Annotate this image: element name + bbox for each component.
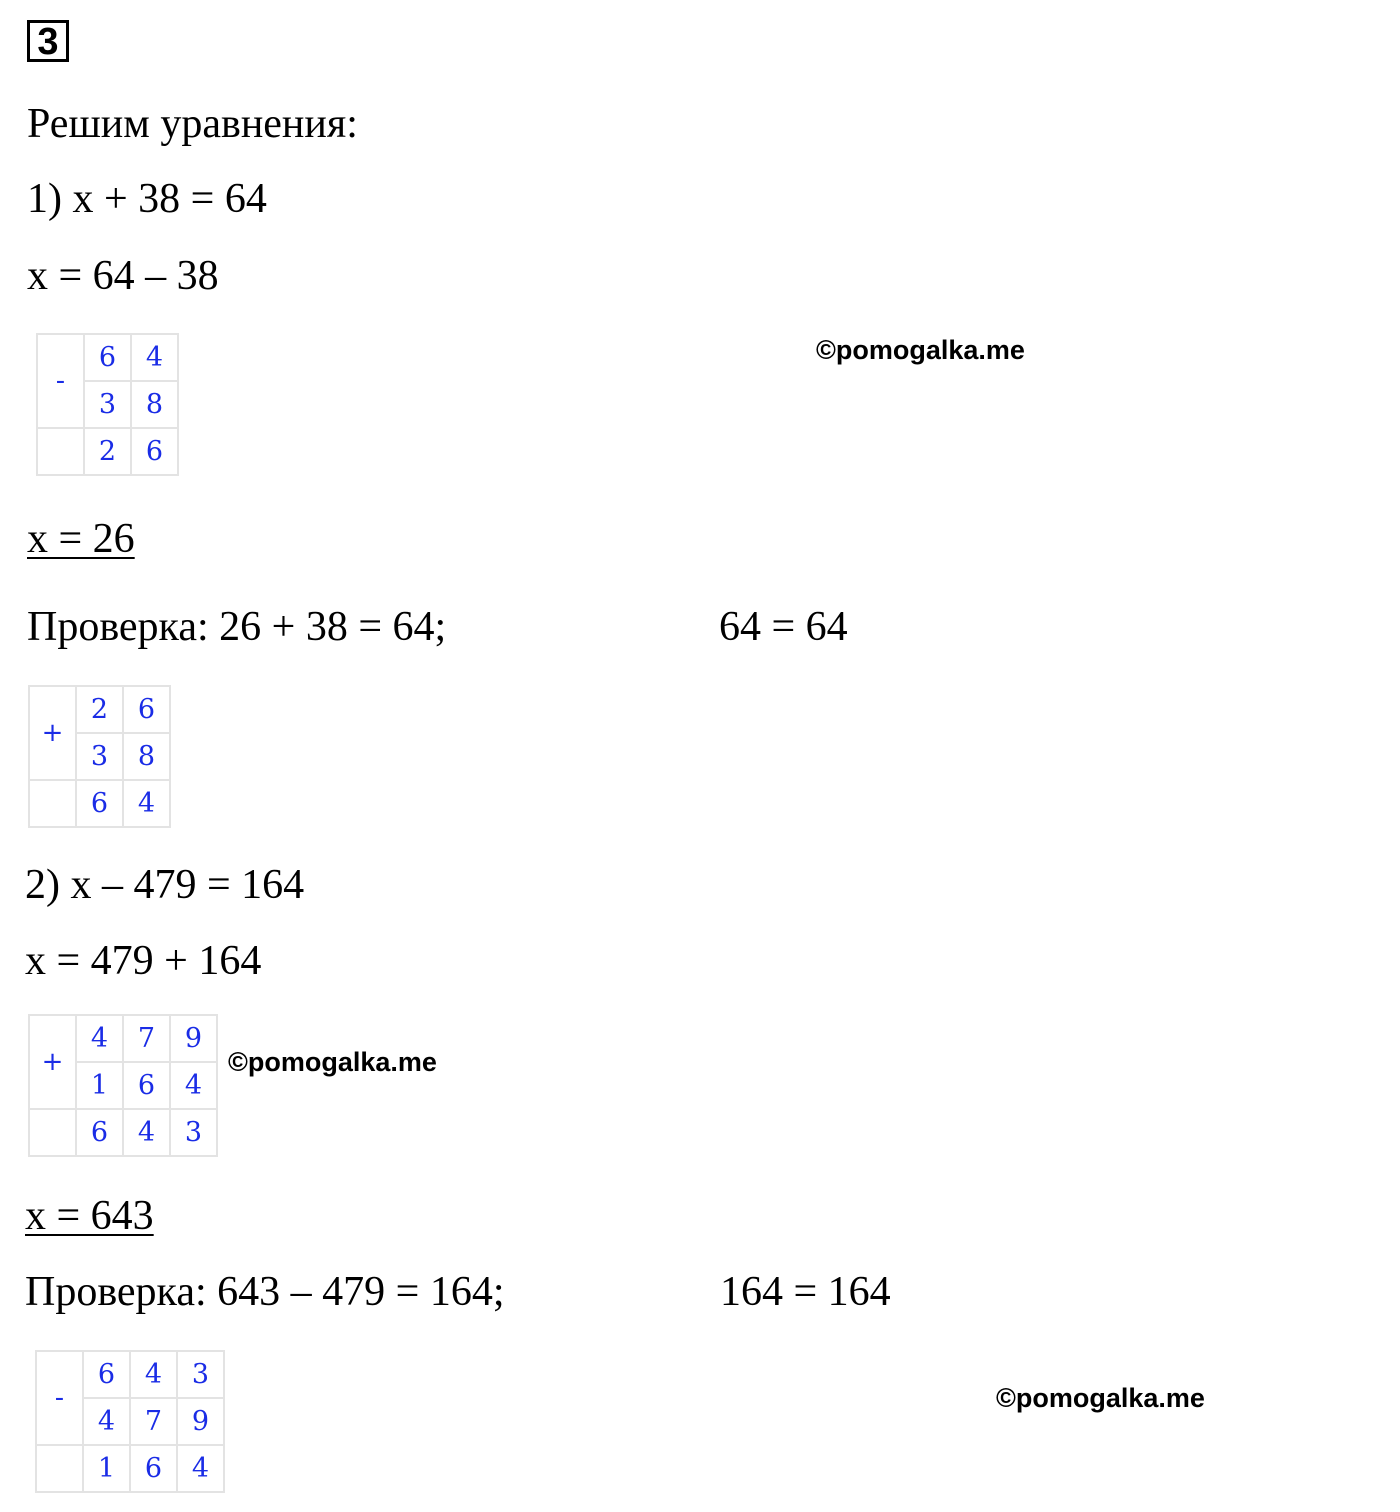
digit: 3	[177, 1351, 224, 1398]
digit: 3	[170, 1109, 217, 1156]
digit: 2	[76, 686, 123, 733]
equation-1: 1) x + 38 = 64	[27, 176, 267, 222]
column-calc-1	[36, 333, 179, 476]
watermark: ©pomogalka.me	[996, 1383, 1205, 1413]
empty-cell	[29, 780, 76, 827]
digit: 4	[177, 1445, 224, 1492]
digit: 6	[123, 1062, 170, 1109]
column-calc-2	[28, 1014, 218, 1157]
digit: 8	[131, 381, 178, 428]
check-result-2: 164 = 164	[720, 1269, 891, 1315]
digit: 6	[76, 1109, 123, 1156]
digit: 6	[76, 780, 123, 827]
digit: 6	[84, 334, 131, 381]
operator: -	[37, 334, 84, 428]
empty-cell	[29, 1109, 76, 1156]
check-result-1: 64 = 64	[719, 604, 848, 650]
answer-2: x = 643	[25, 1193, 154, 1239]
check-2: Проверка: 643 – 479 = 164;	[25, 1269, 505, 1315]
column-check-2	[35, 1350, 225, 1493]
digit: 3	[84, 381, 131, 428]
heading: Решим уравнения:	[27, 101, 358, 147]
digit: 4	[131, 334, 178, 381]
operator: -	[36, 1351, 83, 1445]
step-2: x = 479 + 164	[25, 938, 262, 984]
digit: 9	[177, 1398, 224, 1445]
digit: 4	[170, 1062, 217, 1109]
digit: 4	[123, 780, 170, 827]
digit: 1	[76, 1062, 123, 1109]
digit: 9	[170, 1015, 217, 1062]
step-1: x = 64 – 38	[27, 253, 219, 299]
digit: 4	[76, 1015, 123, 1062]
digit: 3	[76, 733, 123, 780]
check-1: Проверка: 26 + 38 = 64;	[27, 604, 447, 650]
operator: +	[29, 686, 76, 780]
digit: 6	[123, 686, 170, 733]
empty-cell	[37, 428, 84, 475]
task-number: 3	[27, 20, 69, 62]
digit: 6	[83, 1351, 130, 1398]
digit: 4	[123, 1109, 170, 1156]
digit: 7	[130, 1398, 177, 1445]
digit: 8	[123, 733, 170, 780]
column-check-1	[28, 685, 171, 828]
digit: 6	[130, 1445, 177, 1492]
digit: 4	[130, 1351, 177, 1398]
digit: 7	[123, 1015, 170, 1062]
operator: +	[29, 1015, 76, 1109]
empty-cell	[36, 1445, 83, 1492]
watermark: ©pomogalka.me	[816, 335, 1025, 365]
digit: 2	[84, 428, 131, 475]
watermark: ©pomogalka.me	[228, 1047, 437, 1077]
answer-1: x = 26	[27, 516, 135, 562]
digit: 1	[83, 1445, 130, 1492]
digit: 6	[131, 428, 178, 475]
digit: 4	[83, 1398, 130, 1445]
equation-2: 2) x – 479 = 164	[25, 862, 305, 908]
